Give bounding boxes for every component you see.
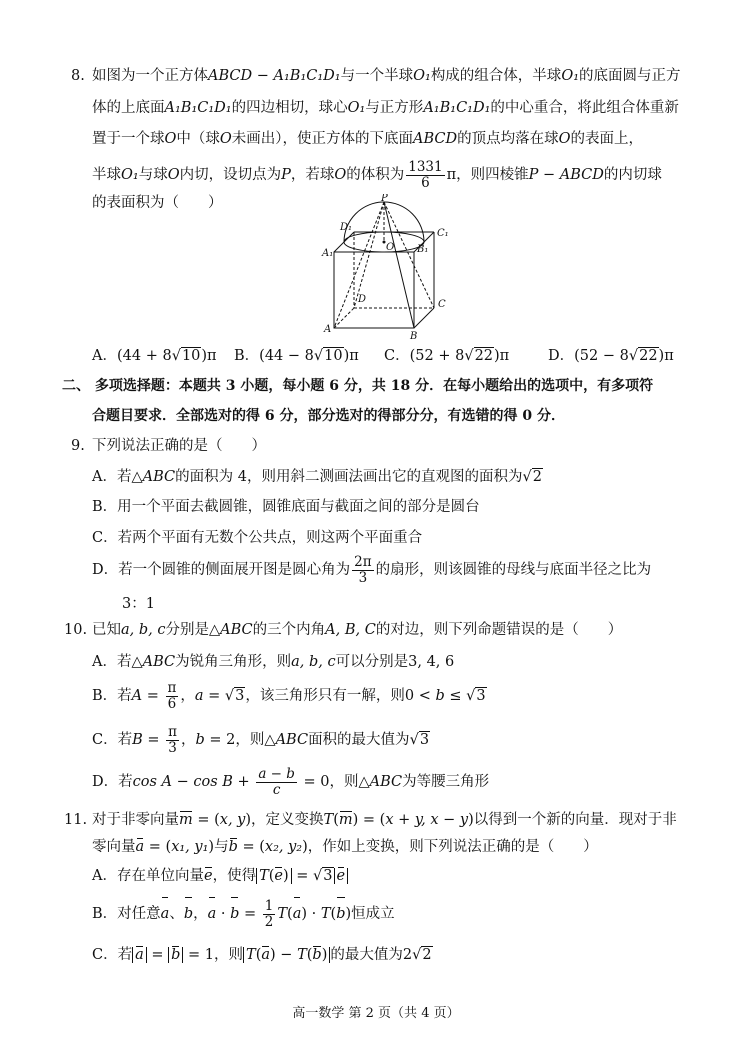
label-O: O — [386, 242, 395, 253]
label-D: D — [358, 294, 367, 305]
q9-option-c: C．若两个平面有无数个公共点，则这两个平面重合 — [92, 530, 423, 546]
volume-fraction: $\frac{1331}{6}$ — [408, 158, 443, 191]
q9-option-d: D．若一个圆锥的侧面展开图是圆心角为 $\frac{2\pi}{3}$ 的扇形，则该圆锥的母线与底面半径之比为 — [92, 553, 652, 586]
label-D1: D₁ — [340, 222, 353, 233]
q11-line-1: 对于非零向量m = (x, y)，定义变换T(m) = (x + y, x − y)以得到一个新的向量．现对于非 — [92, 812, 677, 828]
q8-line-2: 体的上底面A₁B₁C₁D₁的四边相切，球心O₁与正方形A₁B₁C₁D₁的中心重合，将此组合体重新 — [92, 100, 679, 116]
q9-option-a: A．若△ABC的面积为 4，则用斜二测画法画出它的直观图的面积为√2 — [92, 469, 542, 485]
q11-option-b: B．对任意a、b，a · b = $\frac{1}{2}$ T(a) · T(b)恒成立 — [92, 896, 395, 932]
label-B: B — [410, 331, 418, 340]
q8-line-3: 置于一个球O中（球O未画出），使正方体的下底面ABCD的顶点均落在球O的表面上， — [92, 131, 644, 147]
q11-line-2: 零向量a = (x₁, y₁)与b = (x₂, y₂)，作如上变换，则下列说法正确的是（ ） — [92, 839, 598, 855]
label-B1: B₁ — [417, 244, 429, 255]
q8-number: 8. — [71, 68, 85, 84]
q9-stem: 下列说法正确的是（ ） — [92, 438, 266, 454]
label-C: C — [438, 299, 446, 310]
q9-number: 9. — [71, 438, 85, 454]
label-P: P — [381, 194, 388, 204]
q8-line-5: 的表面积为（ ） — [92, 195, 223, 211]
q8-line-4: 半球O₁与球O内切，设切点为P，若球O的体积为 $\frac{1331}{6}$ π，则四棱锥P − ABCD的内切球 — [92, 158, 662, 191]
page-footer: 高一数学 第 2 页（共 4 页） — [292, 1006, 460, 1021]
q10-stem: 已知a, b, c分别是△ABC的三个内角A, B, C的对边，则下列命题错误的是（ ） — [92, 622, 623, 638]
q8-option-c: C．(52 + 8√22)π — [384, 348, 510, 364]
cube-hemisphere-figure — [318, 194, 458, 340]
section2-heading-line2: 合题目要求．全部选对的得 6 分，部分选对的得部分分，有选错的得 0 分． — [92, 408, 565, 424]
q9-option-b: B．用一个平面去截圆锥，圆锥底面与截面之间的部分是圆台 — [92, 499, 480, 515]
q8-option-a: A．(44 + 8√10)π — [92, 348, 217, 364]
q10-option-a: A．若△ABC为锐角三角形，则a, b, c可以分别是3, 4, 6 — [92, 654, 455, 670]
q10-option-d: D．若cos A − cos B + $\frac{a - b}{c}$ = 0，则△ABC为等腰三角形 — [92, 765, 490, 798]
q8-line-1: 如图为一个正方体ABCD − A₁B₁C₁D₁与一个半球O₁构成的组合体，半球O₁的底面圆与正方 — [92, 68, 681, 84]
angle-fraction: $\frac{2\pi}{3}$ — [354, 553, 372, 586]
label-A1: A₁ — [322, 248, 334, 259]
q10-number: 10. — [64, 622, 88, 638]
q11-number: 11. — [64, 812, 88, 828]
label-C1: C₁ — [437, 228, 449, 239]
q11-option-a: A．存在单位向量e，使得 T(e) = √3 e — [92, 866, 348, 886]
q8-option-d: D．(52 − 8√22)π — [548, 348, 674, 364]
q8-option-b: B．(44 − 8√10)π — [234, 348, 359, 364]
q10-option-c: C．若B = $\frac{\pi}{3}$ ，b = 2，则△ABC面积的最大值为√3 — [92, 723, 430, 756]
q10-option-b: B．若A = $\frac{\pi}{6}$ ，a = √3，该三角形只有一解，则0 < b ≤ √3 — [92, 679, 486, 712]
section2-heading-line1: 二、 多项选择题：本题共 3 小题，每小题 6 分，共 18 分．在每小题给出的选项中，有多项符 — [62, 378, 654, 394]
q9-option-d-cont: 3：1 — [122, 596, 155, 612]
label-A: A — [324, 324, 332, 335]
q11-option-c: C．若 a = b = 1，则 T(a) − T(b) 的最大值为2√2 — [92, 947, 432, 963]
